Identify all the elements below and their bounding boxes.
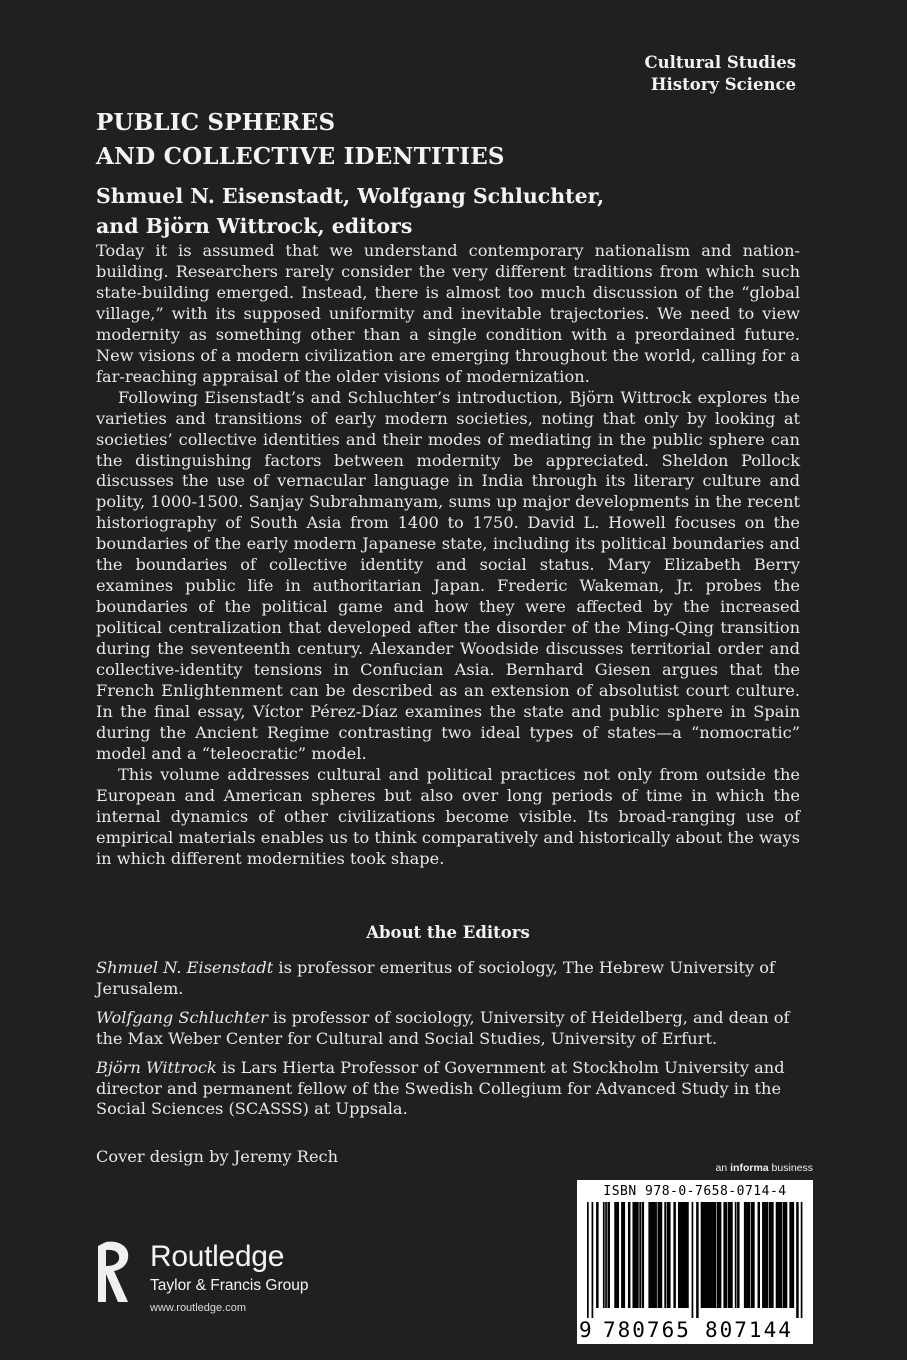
barcode-bar: [673, 1202, 676, 1308]
editors-line: [96, 181, 604, 241]
barcode-bars: [587, 1202, 803, 1318]
barcode-bar: [726, 1202, 728, 1308]
barcode-bar: [639, 1202, 641, 1308]
blurb-paragraph: Following Eisenstadt’s and Schluchter’s introduction, Björn Wittrock explores the varieties and transitions of early modern societies, noting that only by looking at societies’ collective identities and their modes of mediating in the public sphere can the distinguishing factors between modernity be appreciated. Sheldon Pollock discusses the use of vernacular language in India through its literary culture and polity, 1000-1500. Sanjay Subrahmanyam, sums up major developments in the recent historiography of South Asia from 1400 to 1750. David L. Howell focuses on the boundaries of the early modern Japanese state, including its political boundaries and the boundaries of collective identity and social status. Mary Elizabeth Berry examines public life in authoritarian Japan. Frederic Wakeman, Jr. probes the boundaries of the political game and how they were affected by the increased political centralization that developed after the disorder of the Ming-Qing transition during the seventeenth century. Alexander Woodside discusses territorial order and collective-identity tensions in Confucian Asia. Bernhard Giesen argues that the French Enlightenment can be described as an extension of absolutist court culture. In the final essay, Víctor Pérez-Díaz examines the state and public sphere in Spain during the Ancient Regime contrasting two ideal types of states—a “nomocratic” model and a “teleocratic” model.: [96, 387, 800, 763]
barcode-bar: [748, 1202, 750, 1308]
barcode-bar: [623, 1202, 625, 1308]
barcode-digit-lead: 9: [579, 1318, 592, 1342]
barcode-bar: [628, 1202, 631, 1308]
subject-categories: [644, 52, 796, 96]
barcode-bar: [753, 1202, 755, 1308]
barcode-bar: [708, 1202, 711, 1308]
barcode-bar: [687, 1202, 689, 1308]
editor-bio-text: is Lars Hierta Professor of Government at Stockholm University and director and permanent fellow of the Swedish Collegium for Advanced Study in the Social Sciences (SCASSS) at Uppsala.: [96, 1057, 785, 1119]
barcode-bar: [617, 1202, 620, 1308]
editor-name: Shmuel N. Eisenstadt: [96, 958, 274, 977]
barcode-bar: [614, 1202, 617, 1308]
barcode-bar: [592, 1202, 594, 1318]
barcode-bar: [714, 1202, 716, 1308]
barcode-bar: [678, 1202, 681, 1308]
barcode-bar: [648, 1202, 651, 1308]
barcode-bar: [778, 1202, 781, 1308]
editor-bio-text: is professor of sociology, University of Heidelberg, and dean of the Max Weber Center for Cultural and Social Studies, University of Erfurt.: [96, 1007, 790, 1048]
barcode-bar: [705, 1202, 708, 1308]
publisher-name: Routledge: [150, 1240, 285, 1273]
barcode-bar: [758, 1202, 761, 1308]
barcode-bar: [717, 1202, 720, 1308]
barcode-bar: [621, 1202, 624, 1308]
routledge-logo: [87, 1238, 140, 1313]
title-line: PUBLIC SPHERES: [96, 109, 336, 136]
editor-bio-text: is professor emeritus of sociology, The Hebrew University of Jerusalem.: [96, 958, 776, 998]
barcode-bar: [703, 1202, 706, 1308]
editor-bio: [96, 1058, 800, 1121]
barcode-bar: [637, 1202, 639, 1308]
barcode-bar: [744, 1202, 747, 1308]
barcode-bar: [701, 1202, 704, 1308]
barcode-bar: [635, 1202, 638, 1308]
informa-suffix: business: [768, 1162, 813, 1174]
barcode-bar: [776, 1202, 779, 1308]
barcode-bar: [771, 1202, 774, 1308]
blurb-paragraph: This volume addresses cultural and political practices not only from outside the European and American spheres but also over long periods of time in which the internal dynamics of other civilizations become visible. Its broad-ranging use of empirical materials enables us to think comparatively and historically about the ways in which different modernities took shape.: [96, 764, 800, 868]
barcode-bar: [785, 1202, 788, 1308]
barcode-bar: [657, 1202, 660, 1308]
barcode-bar: [723, 1202, 726, 1308]
barcode-bar: [664, 1202, 666, 1308]
informa-tagline: [716, 1162, 813, 1174]
barcode-bar: [780, 1202, 782, 1308]
barcode-bar: [669, 1202, 671, 1308]
barcode-bar: [660, 1202, 663, 1308]
barcode-bar: [667, 1202, 670, 1308]
editor-bios: [96, 958, 800, 1128]
barcode-bar: [796, 1202, 799, 1318]
blurb-paragraph: Today it is assumed that we understand contemporary nationalism and nation-building. Researchers rarely consider the very different traditions from which such state-building emerged. Instead, there is almost too much discussion of the “global village,” with its supposed uniformity and inevitable trajectories. We need to view modernity as something other than a single condition with a preordained future. New visions of a modern civilization are emerging throughout the world, calling for a far-reaching appraisal of the older visions of modernization.: [96, 241, 800, 386]
book-title: [96, 106, 505, 174]
barcode-bar: [801, 1202, 803, 1318]
editor-name: Björn Wittrock: [96, 1057, 217, 1077]
isbn-barcode: [577, 1180, 813, 1344]
isbn-text: ISBN 978-0-7658-0714-4: [603, 1184, 787, 1199]
title-line: AND COLLECTIVE IDENTITIES: [96, 143, 505, 170]
blurb: [96, 241, 800, 870]
barcode-bar: [587, 1202, 589, 1318]
editors-text: Shmuel N. Eisenstadt, Wolfgang Schluchter,: [96, 184, 605, 208]
barcode-bar: [735, 1202, 737, 1308]
barcode-bar: [642, 1202, 645, 1308]
editors-text: and Björn Wittrock, editors: [96, 214, 413, 238]
barcode-bar: [719, 1202, 722, 1308]
barcode-bar: [728, 1202, 731, 1308]
barcode-digit-group: 807144: [705, 1318, 793, 1342]
barcode-bar: [767, 1202, 769, 1308]
barcode-bar: [762, 1202, 765, 1308]
barcode-bar: [710, 1202, 713, 1308]
editor-name: Wolfgang Schluchter: [96, 1007, 268, 1027]
barcode-bar: [746, 1202, 749, 1308]
barcode-bar: [692, 1202, 694, 1318]
logo-vertical-text: ROUTLEDGE: [87, 1257, 96, 1304]
barcode-bar: [769, 1202, 772, 1308]
barcode-bar: [603, 1202, 605, 1308]
cover-design-credit: Cover design by Jeremy Rech: [96, 1147, 339, 1166]
barcode-bar: [751, 1202, 754, 1308]
about-editors-heading: About the Editors: [366, 923, 530, 942]
barcode-bar: [632, 1202, 635, 1308]
barcode-bar: [685, 1202, 688, 1308]
barcode-bar: [596, 1202, 599, 1308]
barcode-bar: [682, 1202, 685, 1308]
editor-bio: [96, 1008, 800, 1050]
publisher-url: www.routledge.com: [150, 1302, 246, 1314]
publisher-group: Taylor & Francis Group: [150, 1277, 309, 1294]
informa-brand: informa: [730, 1162, 769, 1174]
barcode-bar: [712, 1202, 715, 1308]
barcode-bar: [605, 1202, 607, 1308]
routledge-r-icon: [87, 1238, 140, 1308]
barcode-bar: [653, 1202, 656, 1308]
barcode-bar: [737, 1202, 740, 1308]
barcode-bar: [607, 1202, 610, 1308]
informa-prefix: an: [715, 1162, 731, 1174]
barcode-bar: [696, 1202, 699, 1318]
barcode-bar: [655, 1202, 657, 1308]
barcode-bar: [764, 1202, 767, 1308]
publisher-block: [150, 1240, 309, 1316]
barcode-bar: [651, 1202, 654, 1308]
category-line: History Science: [650, 75, 796, 94]
barcode-digit-group: 780765: [603, 1318, 691, 1342]
barcode-bar: [680, 1202, 683, 1308]
barcode-bar: [783, 1202, 786, 1308]
category-line: Cultural Studies: [644, 53, 796, 72]
barcode-bar: [789, 1202, 792, 1308]
barcode-bar: [792, 1202, 795, 1308]
barcode-bar: [730, 1202, 733, 1308]
editor-bio: [96, 958, 800, 1000]
